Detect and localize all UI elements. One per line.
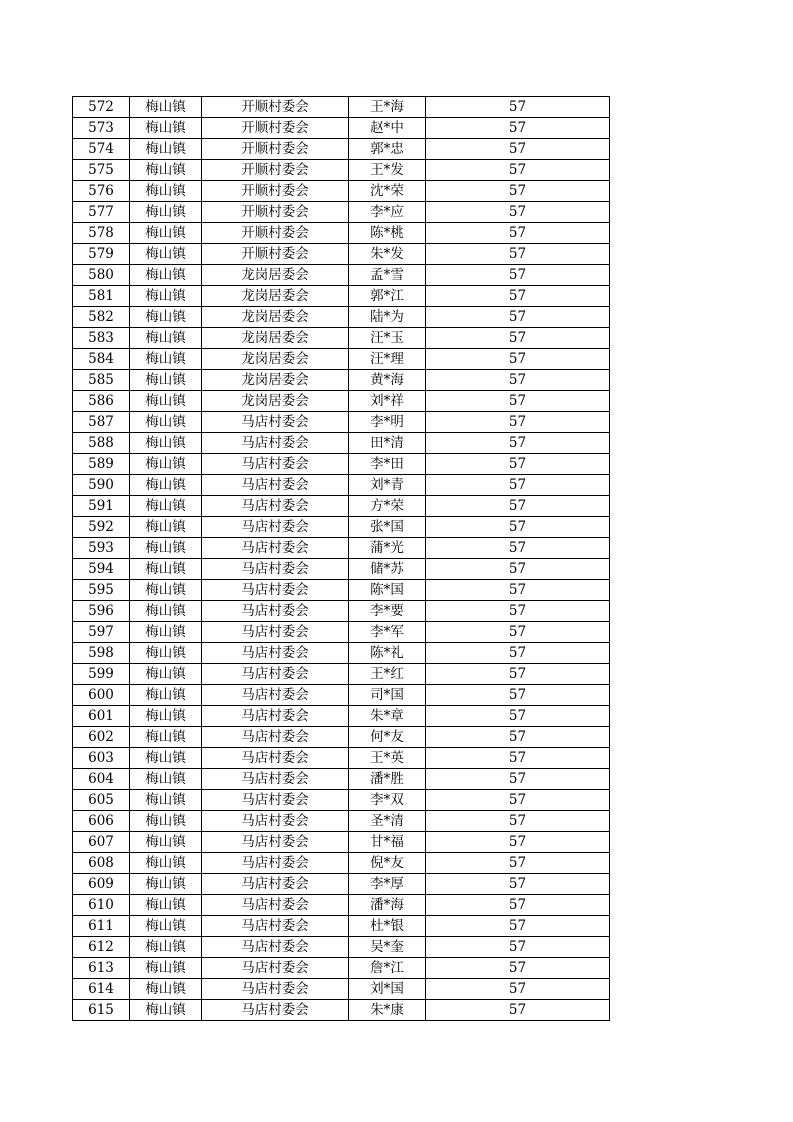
- village-cell: 马店村委会: [202, 622, 349, 643]
- name-cell: 张*国: [349, 517, 426, 538]
- row-number-cell: 589: [73, 454, 130, 475]
- village-cell: 马店村委会: [202, 475, 349, 496]
- town-cell: 梅山镇: [130, 706, 202, 727]
- name-cell: 刘*祥: [349, 391, 426, 412]
- row-number-cell: 611: [73, 916, 130, 937]
- row-number-cell: 579: [73, 244, 130, 265]
- name-cell: 李*应: [349, 202, 426, 223]
- value-cell: 57: [426, 454, 610, 475]
- value-cell: 57: [426, 790, 610, 811]
- value-cell: 57: [426, 979, 610, 1000]
- table-row: [73, 286, 610, 307]
- town-cell: 梅山镇: [130, 790, 202, 811]
- name-cell: 倪*友: [349, 853, 426, 874]
- table-row: [73, 349, 610, 370]
- table-row: [73, 391, 610, 412]
- table-row: [73, 454, 610, 475]
- name-cell: 陈*国: [349, 580, 426, 601]
- row-number-cell: 606: [73, 811, 130, 832]
- row-number-cell: 596: [73, 601, 130, 622]
- table-row: [73, 181, 610, 202]
- table-row: [73, 559, 610, 580]
- town-cell: 梅山镇: [130, 601, 202, 622]
- value-cell: 57: [426, 496, 610, 517]
- row-number-cell: 600: [73, 685, 130, 706]
- village-cell: 龙岗居委会: [202, 370, 349, 391]
- town-cell: 梅山镇: [130, 727, 202, 748]
- town-cell: 梅山镇: [130, 118, 202, 139]
- village-cell: 开顺村委会: [202, 181, 349, 202]
- row-number-cell: 585: [73, 370, 130, 391]
- name-cell: 朱*发: [349, 244, 426, 265]
- table-row: [73, 769, 610, 790]
- value-cell: 57: [426, 223, 610, 244]
- village-cell: 马店村委会: [202, 748, 349, 769]
- table-row: [73, 979, 610, 1000]
- row-number-cell: 602: [73, 727, 130, 748]
- table-row: [73, 538, 610, 559]
- town-cell: 梅山镇: [130, 769, 202, 790]
- table-row: [73, 832, 610, 853]
- name-cell: 孟*雪: [349, 265, 426, 286]
- value-cell: 57: [426, 895, 610, 916]
- town-cell: 梅山镇: [130, 748, 202, 769]
- table-row: [73, 475, 610, 496]
- row-number-cell: 581: [73, 286, 130, 307]
- village-cell: 马店村委会: [202, 769, 349, 790]
- table-row: [73, 895, 610, 916]
- village-cell: 马店村委会: [202, 559, 349, 580]
- name-cell: 方*荣: [349, 496, 426, 517]
- value-cell: 57: [426, 727, 610, 748]
- name-cell: 圣*清: [349, 811, 426, 832]
- village-cell: 马店村委会: [202, 580, 349, 601]
- value-cell: 57: [426, 433, 610, 454]
- name-cell: 李*双: [349, 790, 426, 811]
- village-cell: 龙岗居委会: [202, 286, 349, 307]
- name-cell: 王*英: [349, 748, 426, 769]
- town-cell: 梅山镇: [130, 433, 202, 454]
- table-row: [73, 223, 610, 244]
- village-cell: 马店村委会: [202, 685, 349, 706]
- table-row: [73, 853, 610, 874]
- table-row: [73, 685, 610, 706]
- town-cell: 梅山镇: [130, 475, 202, 496]
- village-cell: 开顺村委会: [202, 244, 349, 265]
- row-number-cell: 591: [73, 496, 130, 517]
- value-cell: 57: [426, 286, 610, 307]
- town-cell: 梅山镇: [130, 412, 202, 433]
- table-row: [73, 433, 610, 454]
- value-cell: 57: [426, 391, 610, 412]
- row-number-cell: 608: [73, 853, 130, 874]
- value-cell: 57: [426, 328, 610, 349]
- row-number-cell: 580: [73, 265, 130, 286]
- table-row: [73, 118, 610, 139]
- value-cell: 57: [426, 160, 610, 181]
- value-cell: 57: [426, 349, 610, 370]
- name-cell: 何*友: [349, 727, 426, 748]
- town-cell: 梅山镇: [130, 685, 202, 706]
- village-cell: 马店村委会: [202, 601, 349, 622]
- village-cell: 马店村委会: [202, 412, 349, 433]
- value-cell: 57: [426, 958, 610, 979]
- town-cell: 梅山镇: [130, 517, 202, 538]
- name-cell: 杜*银: [349, 916, 426, 937]
- table-row: [73, 727, 610, 748]
- row-number-cell: 576: [73, 181, 130, 202]
- value-cell: 57: [426, 265, 610, 286]
- name-cell: 汪*玉: [349, 328, 426, 349]
- name-cell: 郭*忠: [349, 139, 426, 160]
- village-cell: 马店村委会: [202, 874, 349, 895]
- row-number-cell: 586: [73, 391, 130, 412]
- value-cell: 57: [426, 832, 610, 853]
- name-cell: 詹*江: [349, 958, 426, 979]
- name-cell: 田*清: [349, 433, 426, 454]
- town-cell: 梅山镇: [130, 832, 202, 853]
- name-cell: 赵*中: [349, 118, 426, 139]
- town-cell: 梅山镇: [130, 811, 202, 832]
- town-cell: 梅山镇: [130, 202, 202, 223]
- name-cell: 吴*奎: [349, 937, 426, 958]
- value-cell: 57: [426, 139, 610, 160]
- name-cell: 李*明: [349, 412, 426, 433]
- table-row: [73, 958, 610, 979]
- name-cell: 李*田: [349, 454, 426, 475]
- value-cell: 57: [426, 580, 610, 601]
- name-cell: 甘*福: [349, 832, 426, 853]
- table-row: [73, 328, 610, 349]
- row-number-cell: 577: [73, 202, 130, 223]
- name-cell: 郭*江: [349, 286, 426, 307]
- value-cell: 57: [426, 853, 610, 874]
- town-cell: 梅山镇: [130, 328, 202, 349]
- town-cell: 梅山镇: [130, 622, 202, 643]
- name-cell: 朱*章: [349, 706, 426, 727]
- name-cell: 李*厚: [349, 874, 426, 895]
- value-cell: 57: [426, 559, 610, 580]
- value-cell: 57: [426, 538, 610, 559]
- town-cell: 梅山镇: [130, 538, 202, 559]
- name-cell: 潘*胜: [349, 769, 426, 790]
- value-cell: 57: [426, 475, 610, 496]
- village-cell: 马店村委会: [202, 937, 349, 958]
- table-row: [73, 580, 610, 601]
- town-cell: 梅山镇: [130, 391, 202, 412]
- table-row: [73, 874, 610, 895]
- name-cell: 潘*海: [349, 895, 426, 916]
- name-cell: 王*发: [349, 160, 426, 181]
- row-number-cell: 615: [73, 1000, 130, 1021]
- name-cell: 储*苏: [349, 559, 426, 580]
- village-cell: 马店村委会: [202, 811, 349, 832]
- table-row: [73, 1000, 610, 1021]
- value-cell: 57: [426, 664, 610, 685]
- row-number-cell: 572: [73, 97, 130, 118]
- table-row: [73, 160, 610, 181]
- row-number-cell: 595: [73, 580, 130, 601]
- value-cell: 57: [426, 307, 610, 328]
- name-cell: 李*军: [349, 622, 426, 643]
- name-cell: 王*海: [349, 97, 426, 118]
- town-cell: 梅山镇: [130, 1000, 202, 1021]
- village-cell: 龙岗居委会: [202, 328, 349, 349]
- table-row: [73, 412, 610, 433]
- data-table: [72, 96, 610, 1021]
- town-cell: 梅山镇: [130, 181, 202, 202]
- row-number-cell: 584: [73, 349, 130, 370]
- village-cell: 马店村委会: [202, 958, 349, 979]
- village-cell: 马店村委会: [202, 853, 349, 874]
- town-cell: 梅山镇: [130, 874, 202, 895]
- row-number-cell: 614: [73, 979, 130, 1000]
- value-cell: 57: [426, 811, 610, 832]
- table-row: [73, 139, 610, 160]
- row-number-cell: 610: [73, 895, 130, 916]
- town-cell: 梅山镇: [130, 223, 202, 244]
- village-cell: 马店村委会: [202, 916, 349, 937]
- village-cell: 开顺村委会: [202, 97, 349, 118]
- village-cell: 马店村委会: [202, 1000, 349, 1021]
- town-cell: 梅山镇: [130, 664, 202, 685]
- value-cell: 57: [426, 916, 610, 937]
- name-cell: 汪*理: [349, 349, 426, 370]
- name-cell: 王*红: [349, 664, 426, 685]
- row-number-cell: 601: [73, 706, 130, 727]
- table-row: [73, 244, 610, 265]
- value-cell: 57: [426, 118, 610, 139]
- village-cell: 马店村委会: [202, 454, 349, 475]
- value-cell: 57: [426, 769, 610, 790]
- town-cell: 梅山镇: [130, 916, 202, 937]
- table-row: [73, 811, 610, 832]
- row-number-cell: 590: [73, 475, 130, 496]
- town-cell: 梅山镇: [130, 349, 202, 370]
- town-cell: 梅山镇: [130, 937, 202, 958]
- value-cell: 57: [426, 370, 610, 391]
- row-number-cell: 612: [73, 937, 130, 958]
- table-row: [73, 748, 610, 769]
- village-cell: 马店村委会: [202, 664, 349, 685]
- row-number-cell: 574: [73, 139, 130, 160]
- name-cell: 黄*海: [349, 370, 426, 391]
- value-cell: 57: [426, 97, 610, 118]
- village-cell: 马店村委会: [202, 832, 349, 853]
- row-number-cell: 609: [73, 874, 130, 895]
- town-cell: 梅山镇: [130, 643, 202, 664]
- town-cell: 梅山镇: [130, 454, 202, 475]
- row-number-cell: 607: [73, 832, 130, 853]
- name-cell: 陆*为: [349, 307, 426, 328]
- value-cell: 57: [426, 412, 610, 433]
- row-number-cell: 587: [73, 412, 130, 433]
- village-cell: 开顺村委会: [202, 223, 349, 244]
- table-row: [73, 307, 610, 328]
- value-cell: 57: [426, 1000, 610, 1021]
- name-cell: 朱*康: [349, 1000, 426, 1021]
- village-cell: 龙岗居委会: [202, 349, 349, 370]
- town-cell: 梅山镇: [130, 265, 202, 286]
- row-number-cell: 582: [73, 307, 130, 328]
- table-row: [73, 706, 610, 727]
- value-cell: 57: [426, 748, 610, 769]
- value-cell: 57: [426, 937, 610, 958]
- village-cell: 马店村委会: [202, 979, 349, 1000]
- table-row: [73, 916, 610, 937]
- town-cell: 梅山镇: [130, 496, 202, 517]
- table-row: [73, 496, 610, 517]
- name-cell: 沈*荣: [349, 181, 426, 202]
- table-row: [73, 601, 610, 622]
- town-cell: 梅山镇: [130, 370, 202, 391]
- value-cell: 57: [426, 601, 610, 622]
- value-cell: 57: [426, 706, 610, 727]
- town-cell: 梅山镇: [130, 139, 202, 160]
- village-cell: 马店村委会: [202, 496, 349, 517]
- village-cell: 开顺村委会: [202, 202, 349, 223]
- row-number-cell: 604: [73, 769, 130, 790]
- village-cell: 马店村委会: [202, 895, 349, 916]
- table-row: [73, 202, 610, 223]
- village-cell: 马店村委会: [202, 538, 349, 559]
- value-cell: 57: [426, 685, 610, 706]
- row-number-cell: 578: [73, 223, 130, 244]
- row-number-cell: 603: [73, 748, 130, 769]
- table-row: [73, 97, 610, 118]
- value-cell: 57: [426, 874, 610, 895]
- row-number-cell: 613: [73, 958, 130, 979]
- row-number-cell: 594: [73, 559, 130, 580]
- row-number-cell: 575: [73, 160, 130, 181]
- row-number-cell: 592: [73, 517, 130, 538]
- name-cell: 蒲*光: [349, 538, 426, 559]
- name-cell: 陈*桃: [349, 223, 426, 244]
- table-row: [73, 517, 610, 538]
- table-row: [73, 643, 610, 664]
- village-cell: 开顺村委会: [202, 139, 349, 160]
- value-cell: 57: [426, 622, 610, 643]
- village-cell: 马店村委会: [202, 706, 349, 727]
- value-cell: 57: [426, 244, 610, 265]
- town-cell: 梅山镇: [130, 286, 202, 307]
- table-row: [73, 664, 610, 685]
- row-number-cell: 588: [73, 433, 130, 454]
- name-cell: 刘*青: [349, 475, 426, 496]
- row-number-cell: 597: [73, 622, 130, 643]
- village-cell: 马店村委会: [202, 727, 349, 748]
- town-cell: 梅山镇: [130, 580, 202, 601]
- town-cell: 梅山镇: [130, 244, 202, 265]
- village-cell: 马店村委会: [202, 643, 349, 664]
- village-cell: 龙岗居委会: [202, 307, 349, 328]
- town-cell: 梅山镇: [130, 958, 202, 979]
- village-cell: 马店村委会: [202, 790, 349, 811]
- village-cell: 开顺村委会: [202, 160, 349, 181]
- table-row: [73, 622, 610, 643]
- row-number-cell: 599: [73, 664, 130, 685]
- row-number-cell: 598: [73, 643, 130, 664]
- row-number-cell: 593: [73, 538, 130, 559]
- town-cell: 梅山镇: [130, 559, 202, 580]
- table-row: [73, 937, 610, 958]
- table-row: [73, 370, 610, 391]
- town-cell: 梅山镇: [130, 97, 202, 118]
- table-row: [73, 265, 610, 286]
- row-number-cell: 605: [73, 790, 130, 811]
- town-cell: 梅山镇: [130, 853, 202, 874]
- value-cell: 57: [426, 181, 610, 202]
- name-cell: 司*国: [349, 685, 426, 706]
- name-cell: 陈*礼: [349, 643, 426, 664]
- town-cell: 梅山镇: [130, 160, 202, 181]
- village-cell: 龙岗居委会: [202, 265, 349, 286]
- town-cell: 梅山镇: [130, 307, 202, 328]
- value-cell: 57: [426, 202, 610, 223]
- name-cell: 李*要: [349, 601, 426, 622]
- table-row: [73, 790, 610, 811]
- town-cell: 梅山镇: [130, 979, 202, 1000]
- village-cell: 马店村委会: [202, 517, 349, 538]
- town-cell: 梅山镇: [130, 895, 202, 916]
- village-cell: 开顺村委会: [202, 118, 349, 139]
- value-cell: 57: [426, 517, 610, 538]
- name-cell: 刘*国: [349, 979, 426, 1000]
- row-number-cell: 573: [73, 118, 130, 139]
- village-cell: 马店村委会: [202, 433, 349, 454]
- village-cell: 龙岗居委会: [202, 391, 349, 412]
- value-cell: 57: [426, 643, 610, 664]
- row-number-cell: 583: [73, 328, 130, 349]
